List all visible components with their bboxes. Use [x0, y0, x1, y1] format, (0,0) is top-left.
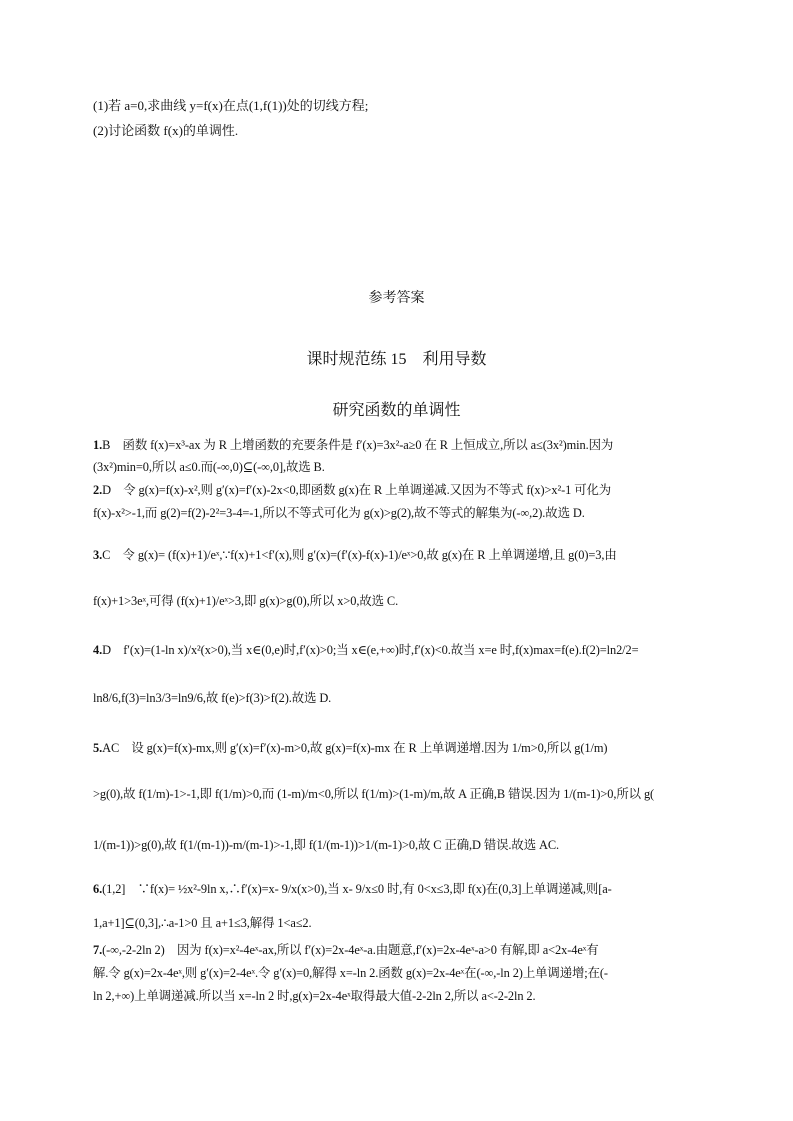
answer-line	[93, 458, 703, 476]
answer-line	[93, 436, 703, 454]
answer-number: 1.	[93, 438, 103, 452]
answer-text: AC 设 g(x)=f(x)-mx,则 g′(x)=f′(x)-m>0,故 g(x)=f(x)-mx 在 R 上单调递增.因为 1/m>0,所以 g(1/m)	[102, 741, 608, 755]
answer-line	[93, 739, 703, 757]
answer-line	[93, 941, 703, 959]
question-part-1: (1)若 a=0,求曲线 y=f(x)在点(1,f(1))处的切线方程;	[93, 98, 369, 113]
answer-header: 参考答案	[368, 291, 425, 306]
answer-text: D 令 g(x)=f(x)-x²,则 g′(x)=f′(x)-2x<0,即函数 g(x)在 R 上单调递减.又因为不等式 f(x)>x²-1 可化为	[102, 483, 612, 497]
answer-text: (-∞,-2-2ln 2) 因为 f(x)=x²-4eˣ-ax,所以 f′(x)=2x-4eˣ-a.由题意,f′(x)=2x-4eˣ-a>0 有解,即 a<2x-4eˣ有	[102, 943, 599, 957]
answer-number: 6.	[93, 882, 103, 896]
answer-line	[93, 546, 703, 564]
answer-line	[93, 689, 703, 707]
answer-number: 7.	[93, 943, 103, 957]
answer-text: 1,a+1]⊆(0,3],∴a-1>0 且 a+1≤3,解得 1<a≤2.	[93, 916, 312, 930]
answer-text: >g(0),故 f(1/m)-1>-1,即 f(1/m)>0,而 (1-m)/m<0,所以 f(1/m)>(1-m)/m,故 A 正确,B 错误.因为 1/(m-1)>0,所以 g(	[93, 787, 655, 801]
answer-text: D f′(x)=(1-ln x)/x²(x>0),当 x∈(0,e)时,f′(x)>0;当 x∈(e,+∞)时,f′(x)<0.故当 x=e 时,f(x)max=f(e).f(2)=ln2/2=	[102, 643, 639, 657]
answer-line	[93, 785, 703, 803]
answer-text: B 函数 f(x)=x³-ax 为 R 上增函数的充要条件是 f′(x)=3x²-a≥0 在 R 上恒成立,所以 a≤(3x²)min.因为	[102, 438, 614, 452]
answer-text: ln8/6,f(3)=ln3/3=ln9/6,故 f(e)>f(3)>f(2).故选 D.	[93, 691, 332, 705]
answer-number: 2.	[93, 483, 103, 497]
answer-text: 解.令 g(x)=2x-4eˣ,则 g′(x)=2-4eˣ.令 g′(x)=0,解得 x=-ln 2.函数 g(x)=2x-4eˣ在(-∞,-ln 2)上单调递增;在(-	[93, 966, 608, 980]
answer-line	[93, 504, 703, 522]
answer-line	[93, 481, 703, 499]
answer-number: 3.	[93, 548, 103, 562]
answer-line	[93, 641, 703, 659]
answer-text: (1,2] ∵f(x)= ½x²-9ln x,∴f′(x)=x- 9/x(x>0),当 x- 9/x≤0 时,有 0<x≤3,即 f(x)在(0,3]上单调递减,则[a-	[102, 882, 612, 896]
answer-line	[93, 987, 703, 1005]
answer-text: C 令 g(x)= (f(x)+1)/eˣ,∵f(x)+1<f′(x),则 g′(x)=(f′(x)-f(x)-1)/eˣ>0,故 g(x)在 R 上单调递增,且 g(0)=3,由	[102, 548, 617, 562]
answer-text: (3x²)min=0,所以 a≤0.而(-∞,0)⊆(-∞,0],故选 B.	[93, 460, 325, 474]
answer-number: 5.	[93, 741, 103, 755]
answer-text: 1/(m-1))>g(0),故 f(1/(m-1))-m/(m-1)>-1,即 f(1/(m-1))>1/(m-1)>0,故 C 正确,D 错误.故选 AC.	[93, 838, 560, 852]
answer-text: ln 2,+∞)上单调递减.所以当 x=-ln 2 时,g(x)=2x-4eˣ取得最大值-2-2ln 2,所以 a<-2-2ln 2.	[93, 989, 536, 1003]
answer-number: 4.	[93, 643, 103, 657]
answer-line	[93, 914, 703, 932]
answer-text: f(x)-x²>-1,而 g(2)=f(2)-2²=3-4=-1,所以不等式可化为 g(x)>g(2),故不等式的解集为(-∞,2).故选 D.	[93, 506, 585, 520]
title-line-1: 课时规范练 15 利用导数	[306, 351, 487, 368]
answer-line	[93, 592, 703, 610]
answer-line	[93, 964, 703, 982]
question-part-2: (2)讨论函数 f(x)的单调性.	[93, 123, 239, 138]
answer-line	[93, 836, 703, 854]
answer-line	[93, 880, 703, 898]
title-line-2: 研究函数的单调性	[332, 402, 461, 419]
answer-text: f(x)+1>3eˣ,可得 (f(x)+1)/eˣ>3,即 g(x)>g(0),所以 x>0,故选 C.	[93, 594, 399, 608]
